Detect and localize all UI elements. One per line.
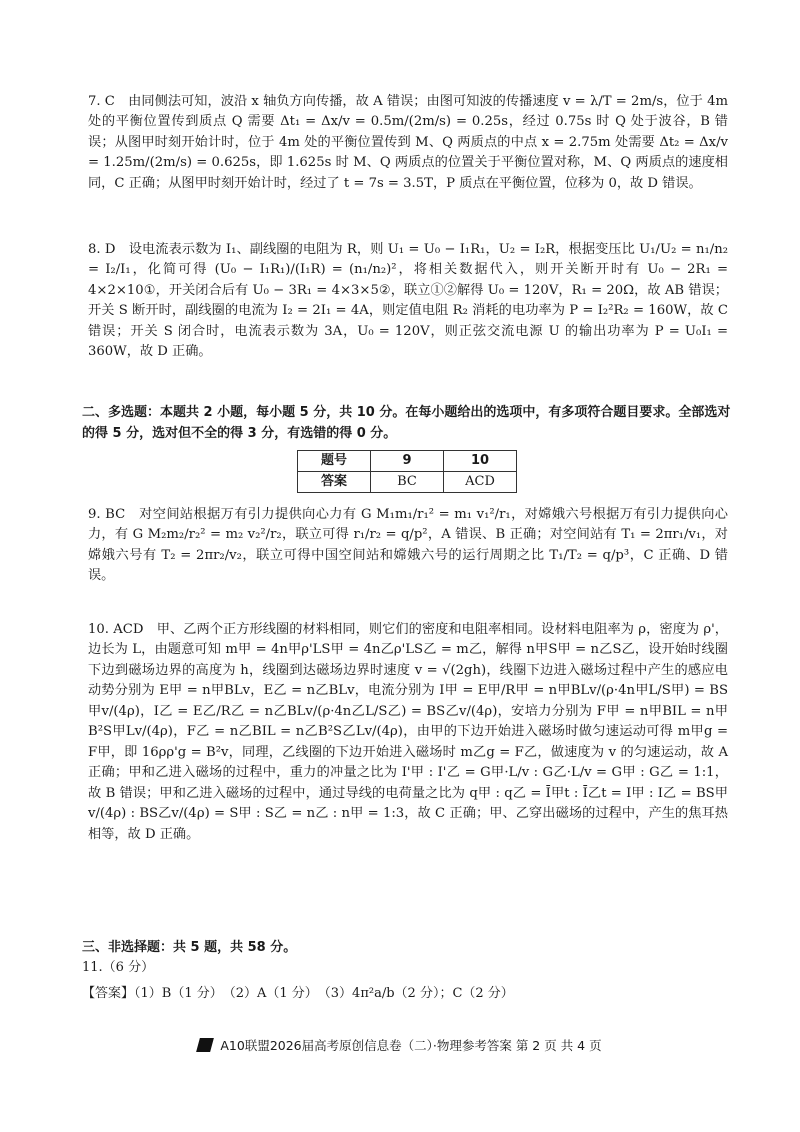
question-9-explanation <box>88 505 728 591</box>
brand-logo-icon <box>196 1038 214 1052</box>
table-answer-label: 答案 <box>298 472 371 493</box>
table-answer-q9: BC <box>371 472 444 493</box>
question-8-explanation <box>88 240 728 367</box>
question-11-answer: 【答案】（1）B（1 分） （2）A（1 分） （3）4π²a/b（2 分）；C（2 分） <box>82 986 514 1001</box>
page-footer <box>0 1036 800 1055</box>
table-row <box>298 472 517 493</box>
q10-text: 10. ACD 甲、乙两个正方形线圈的材料相同，则它们的密度和电阻率相同。设材料电阻率为 ρ，密度为 ρ'，边长为 L，由题意可知 m甲 = 4n甲ρ'LS甲 = 4n乙ρ'LS乙 = m乙，解得 n甲S甲 = n乙S乙，设开始时线圈下边到磁场边界的高度为 h，线圈到达磁场边界时速度 v = √(2gh)，线圈下边进入磁场过程中产生的感应电动势分别为 E甲 = n甲BLv，E乙 = n乙BLv，电流分别为 I甲 = E甲/R甲 = n甲BLv/(ρ·4n甲L/S甲) = BS甲v/(4ρ)，I乙 = E乙/R乙 = n乙BLv/(ρ·4n乙L/S乙) = BS乙v/(4ρ)，安培力分别为 F甲 = n甲BIL = n甲B²S甲Lv/(4ρ)，F乙 = n乙BIL = n乙B²S乙Lv/(4ρ)，由甲的下边开始进入磁场时做匀速运动可得 m甲g = F甲，即 16ρρ'g = B²v，同理，乙线圈的下边开始进入磁场时 m乙g = F乙，做速度为 v 的匀速运动，故 A 正确；甲和乙进入磁场的过程中，重力的冲量之比为 I'甲 : I'乙 = G甲·L/v : G乙·L/v = G甲 : G乙 = 1:1，故 B 错误；甲和乙进入磁场的过程中，通过导线的电荷量之比为 q甲 : q乙 = Ī甲t : Ī乙t = I甲 : I乙 = BS甲v/(4ρ) : BS乙v/(4ρ) = S甲 : S乙 = n乙 : n甲 = 1:3，故 C 正确；甲、乙穿出磁场的过程中，产生的焦耳热相等，故 D 正确。 <box>88 622 728 842</box>
table-head-q10: 10 <box>444 451 517 472</box>
section-2-heading: 二、多选题：本题共 2 小题，每小题 5 分，共 10 分。在每小题给出的选项中，有多项符合题目要求。全部选对的得 5 分，选对但不全的得 3 分，有选错的得 0 分。 <box>82 405 731 441</box>
q9-text: 9. BC 对空间站根据万有引力提供向心力有 G M₁m₁/r₁² = m₁ v₁²/r₁，对嫦娥六号根据万有引力提供向心力，有 G M₂m₂/r₂² = m₂ v₂²/r₂，联立可得 r₁/r₂ = q/p²，A 错误、B 正确；对空间站有 T₁ = 2πr₁/v₁，对嫦娥六号有 T₂ = 2πr₂/v₂，联立可得中国空间站和嫦娥六号的运行周期之比 T₁/T₂ = q/p³，C 正确、D 错误。 <box>88 507 728 584</box>
q7-text: 7. C 由同侧法可知，波沿 x 轴负方向传播，故 A 错误；由图可知波的传播速度 v = λ/T = 2m/s，位于 4m 处的平衡位置传到质点 Q 需要 Δt₁ = Δx/v = 0.5m/(2m/s) = 0.25s，经过 0.75s 时 Q 处于波谷，B 错误；从图甲时刻开始计时，位于 4m 处的平衡位置传到 M、Q 两质点的中点 x = 2.75m 处需要 Δt₂ = Δx/v = 1.25m/(2m/s) = 0.625s，即 1.625s 时 M、Q 两质点的位置关于平衡位置对称，M、Q 两质点的速度相同，C 正确；从图甲时刻开始计时，经过了 t = 7s = 3.5T，P 质点在平衡位置，位移为 0，故 D 错误。 <box>88 94 728 191</box>
section-3-heading: 三、非选择题：共 5 题，共 58 分。 <box>82 940 297 955</box>
answer-table <box>297 450 517 493</box>
footer-text: A10联盟2026届高考原创信息卷（二）·物理参考答案 第 2 页 共 4 页 <box>220 1038 602 1053</box>
question-10-explanation <box>88 620 728 849</box>
table-head-q9: 9 <box>371 451 444 472</box>
q8-text: 8. D 设电流表示数为 I₁、副线圈的电阻为 R，则 U₁ = U₀ − I₁R₁，U₂ = I₂R，根据变压比 U₁/U₂ = n₁/n₂ = I₂/I₁，化简可得 (U₀ − I₁R₁)/(I₁R) = (n₁/n₂)²，将相关数据代入，则开关断开时有 U₀ − 2R₁ = 4×2×10①，开关闭合后有 U₀ − 3R₁ = 4×3×5②，联立①②解得 U₀ = 120V，R₁ = 20Ω，故 AB 错误；开关 S 断开时，副线圈的电流为 I₂ = 2I₁ = 4A，则定值电阻 R₂ 消耗的电功率为 P = I₂²R₂ = 160W，故 C 错误；开关 S 闭合时，电流表示数为 3A，U₀ = 120V，则正弦交流电源 U 的输出功率为 P = U₀I₁ = 360W，故 D 正确。 <box>88 242 728 360</box>
table-answer-q10: ACD <box>444 472 517 493</box>
table-head-label: 题号 <box>298 451 371 472</box>
table-row <box>298 451 517 472</box>
question-11-title: 11.（6 分） <box>82 960 155 975</box>
question-7-explanation <box>88 92 728 198</box>
